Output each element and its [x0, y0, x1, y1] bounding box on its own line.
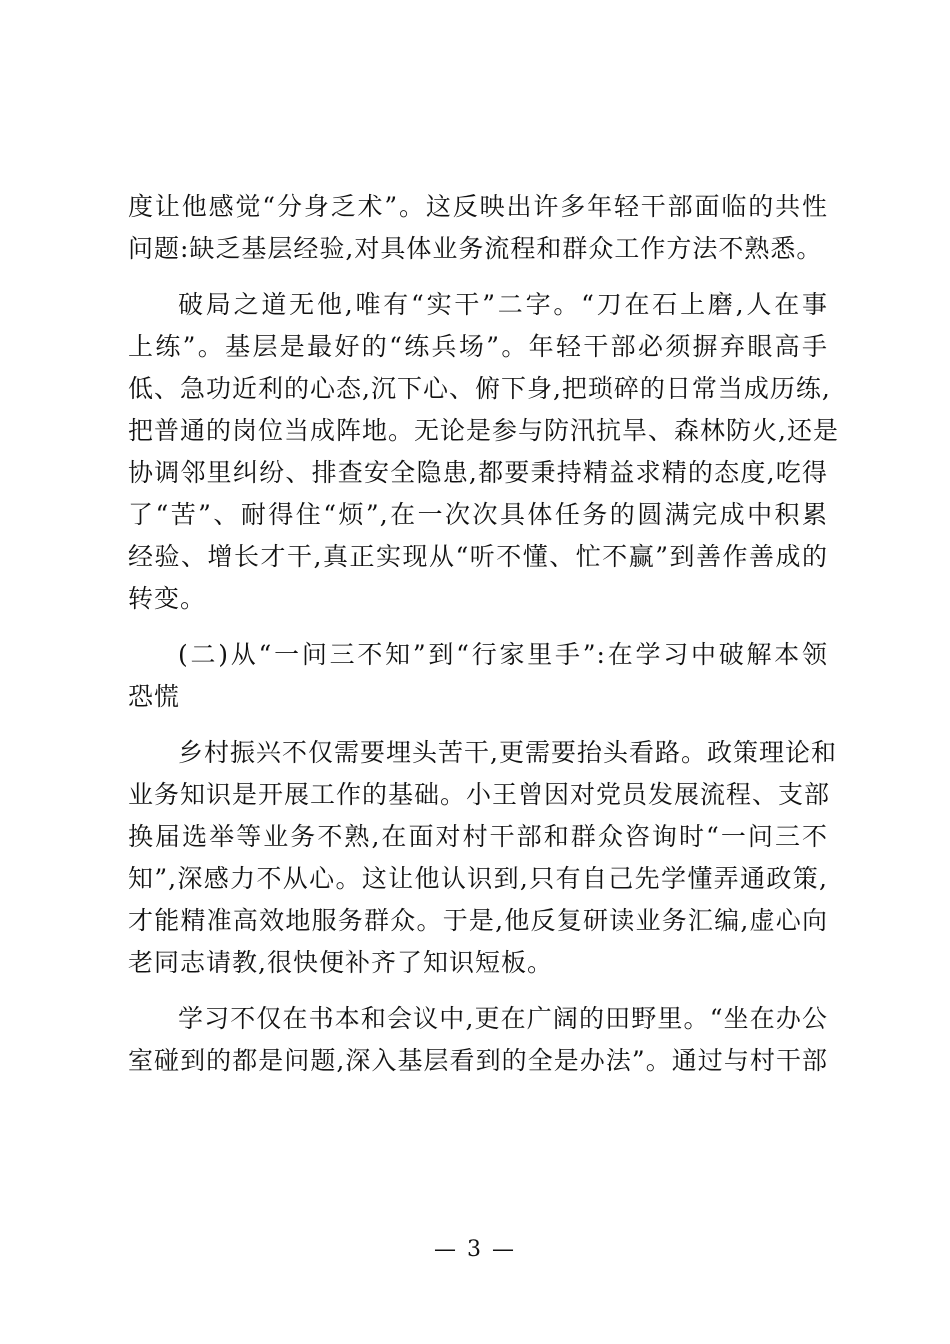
document-body: [128, 186, 839, 1082]
text-line: 才能精准高效地服务群众。于是,他反复研读业务汇编,虚心向: [128, 906, 828, 935]
text-line: 业务知识是开展工作的基础。小王曾因对党员发展流程、支部: [128, 780, 831, 809]
text-line: 学习不仅在书本和会议中,更在广阔的田野里。“坐在办公: [178, 1004, 828, 1033]
text-line: 低、急功近利的心态,沉下心、俯下身,把琐碎的日常当成历练,: [128, 374, 831, 403]
text-line: 了“苦”、耐得住“烦”,在一次次具体任务的圆满完成中积累: [128, 500, 828, 529]
text-line: 转变。: [128, 584, 207, 613]
paragraph-learning: [128, 732, 837, 984]
text-line: 破局之道无他,唯有“实干”二字。“刀在石上磨,人在事: [178, 290, 828, 319]
text-line: 老同志请教,很快便补齐了知识短板。: [128, 948, 553, 977]
heading-line: 恐慌: [128, 682, 181, 711]
heading-line: (二)从“一问三不知”到“行家里手”:在学习中破解本领: [178, 640, 828, 669]
text-line: 经验、增长才干,真正实现从“听不懂、忙不赢”到善作善成的: [128, 542, 828, 571]
text-line: 问题:缺乏基层经验,对具体业务流程和群众工作方法不熟悉。: [128, 234, 823, 263]
text-line: 知”,深感力不从心。这让他认识到,只有自己先学懂弄通政策,: [128, 864, 828, 893]
paragraph-practice: [128, 284, 839, 620]
text-line: 上练”。基层是最好的“练兵场”。年轻干部必须摒弃眼高手: [128, 332, 828, 361]
text-line: 换届选举等业务不熟,在面对村干部和群众咨询时“一问三不: [128, 822, 828, 851]
text-line: 乡村振兴不仅需要埋头苦干,更需要抬头看路。政策理论和: [178, 738, 837, 767]
section-heading: [128, 634, 828, 718]
paragraph-fieldwork: [128, 998, 828, 1082]
paragraph-continuation: [128, 186, 828, 270]
page-number: — 3 —: [434, 1237, 516, 1262]
text-line: 把普通的岗位当成阵地。无论是参与防汛抗旱、森林防火,还是: [128, 416, 839, 445]
text-line: 室碰到的都是问题,深入基层看到的全是办法”。通过与村干部: [128, 1046, 828, 1075]
text-line: 协调邻里纠纷、排查安全隐患,都要秉持精益求精的态度,吃得: [128, 458, 828, 487]
text-line: 度让他感觉“分身乏术”。这反映出许多年轻干部面临的共性: [128, 192, 828, 221]
